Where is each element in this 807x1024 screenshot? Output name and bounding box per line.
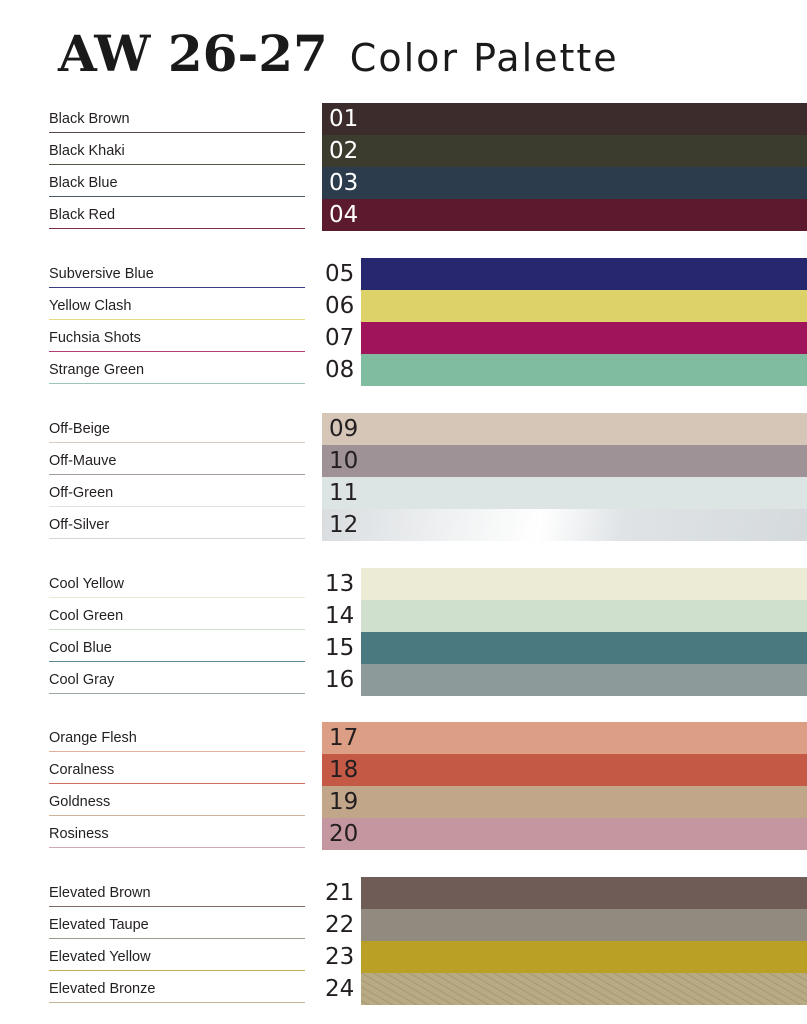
color-number: 15 — [325, 635, 355, 661]
color-row — [0, 818, 807, 850]
color-number: 09 — [329, 416, 359, 442]
season-label: AW 26-27 — [58, 24, 328, 83]
color-swatch — [322, 786, 807, 818]
color-name: Yellow Clash — [49, 298, 132, 314]
color-row — [0, 941, 807, 973]
color-swatch — [322, 135, 807, 167]
color-number: 12 — [329, 512, 359, 538]
color-name-underline — [49, 164, 305, 165]
color-name-underline — [49, 506, 305, 507]
color-name: Elevated Bronze — [49, 981, 156, 997]
color-number: 20 — [329, 821, 359, 847]
color-row — [0, 135, 807, 167]
color-row — [0, 722, 807, 754]
color-row — [0, 632, 807, 664]
color-row — [0, 568, 807, 600]
color-name-underline — [49, 847, 305, 848]
color-name-underline — [49, 196, 305, 197]
color-name: Elevated Yellow — [49, 949, 151, 965]
color-swatch — [361, 632, 807, 664]
color-number: 11 — [329, 480, 359, 506]
color-swatch — [361, 354, 807, 386]
color-name-underline — [49, 474, 305, 475]
color-number: 03 — [329, 170, 359, 196]
color-name: Orange Flesh — [49, 730, 137, 746]
color-number: 24 — [325, 976, 355, 1002]
color-swatch — [322, 477, 807, 509]
color-swatch — [322, 509, 807, 541]
color-number: 14 — [325, 603, 355, 629]
color-row — [0, 509, 807, 541]
color-name-underline — [49, 751, 305, 752]
page-title — [58, 24, 619, 94]
color-number: 06 — [325, 293, 355, 319]
color-row — [0, 877, 807, 909]
color-number: 18 — [329, 757, 359, 783]
color-swatch — [322, 818, 807, 850]
color-name: Elevated Brown — [49, 885, 151, 901]
color-row — [0, 413, 807, 445]
color-row — [0, 909, 807, 941]
color-name-underline — [49, 815, 305, 816]
color-name-underline — [49, 629, 305, 630]
color-name-underline — [49, 132, 305, 133]
color-row — [0, 199, 807, 231]
color-name: Black Brown — [49, 111, 130, 127]
color-name-underline — [49, 906, 305, 907]
color-name-underline — [49, 661, 305, 662]
color-number: 23 — [325, 944, 355, 970]
color-number: 01 — [329, 106, 359, 132]
color-number: 16 — [325, 667, 355, 693]
color-name-underline — [49, 351, 305, 352]
color-name-underline — [49, 287, 305, 288]
color-row — [0, 664, 807, 696]
color-name-underline — [49, 383, 305, 384]
color-swatch — [322, 722, 807, 754]
color-row — [0, 167, 807, 199]
palette-label: Color Palette — [349, 36, 619, 80]
color-name: Strange Green — [49, 362, 145, 378]
color-name: Elevated Taupe — [49, 917, 149, 933]
color-number: 10 — [329, 448, 359, 474]
color-row — [0, 103, 807, 135]
color-number: 05 — [325, 261, 355, 287]
color-swatch — [361, 973, 807, 1005]
color-name-underline — [49, 938, 305, 939]
color-swatch — [361, 322, 807, 354]
color-swatch — [361, 909, 807, 941]
color-number: 04 — [329, 202, 359, 228]
color-swatch — [361, 290, 807, 322]
color-swatch — [361, 941, 807, 973]
color-name: Off-Silver — [49, 517, 110, 533]
color-name-underline — [49, 228, 305, 229]
color-name: Black Khaki — [49, 143, 125, 159]
color-name-underline — [49, 319, 305, 320]
color-number: 22 — [325, 912, 355, 938]
color-swatch — [361, 258, 807, 290]
color-name: Goldness — [49, 794, 111, 810]
color-row — [0, 445, 807, 477]
color-number: 21 — [325, 880, 355, 906]
color-name: Off-Green — [49, 485, 114, 501]
color-number: 17 — [329, 725, 359, 751]
color-name: Rosiness — [49, 826, 109, 842]
color-name: Coralness — [49, 762, 115, 778]
color-row — [0, 322, 807, 354]
color-row — [0, 973, 807, 1005]
color-swatch — [361, 600, 807, 632]
color-number: 19 — [329, 789, 359, 815]
color-row — [0, 754, 807, 786]
color-row — [0, 786, 807, 818]
color-swatch — [322, 445, 807, 477]
color-row — [0, 600, 807, 632]
color-swatch — [361, 664, 807, 696]
color-swatch — [322, 199, 807, 231]
color-row — [0, 477, 807, 509]
color-name-underline — [49, 970, 305, 971]
color-number: 02 — [329, 138, 359, 164]
color-swatch — [322, 754, 807, 786]
color-swatch — [361, 568, 807, 600]
color-name-underline — [49, 442, 305, 443]
color-name: Fuchsia Shots — [49, 330, 141, 346]
color-row — [0, 258, 807, 290]
color-swatch — [361, 877, 807, 909]
color-name: Cool Yellow — [49, 576, 124, 592]
color-name-underline — [49, 1002, 305, 1003]
color-name: Cool Gray — [49, 672, 115, 688]
color-row — [0, 290, 807, 322]
color-name-underline — [49, 538, 305, 539]
color-number: 13 — [325, 571, 355, 597]
color-number: 07 — [325, 325, 355, 351]
color-row — [0, 354, 807, 386]
color-name: Black Red — [49, 207, 116, 223]
color-name: Off-Beige — [49, 421, 110, 437]
color-name: Cool Blue — [49, 640, 112, 656]
color-swatch — [322, 413, 807, 445]
color-name-underline — [49, 693, 305, 694]
color-name: Subversive Blue — [49, 266, 154, 282]
color-swatch — [322, 167, 807, 199]
color-name-underline — [49, 597, 305, 598]
color-name: Off-Mauve — [49, 453, 117, 469]
color-name-underline — [49, 783, 305, 784]
color-number: 08 — [325, 357, 355, 383]
color-name: Cool Green — [49, 608, 124, 624]
color-name: Black Blue — [49, 175, 118, 191]
color-swatch — [322, 103, 807, 135]
